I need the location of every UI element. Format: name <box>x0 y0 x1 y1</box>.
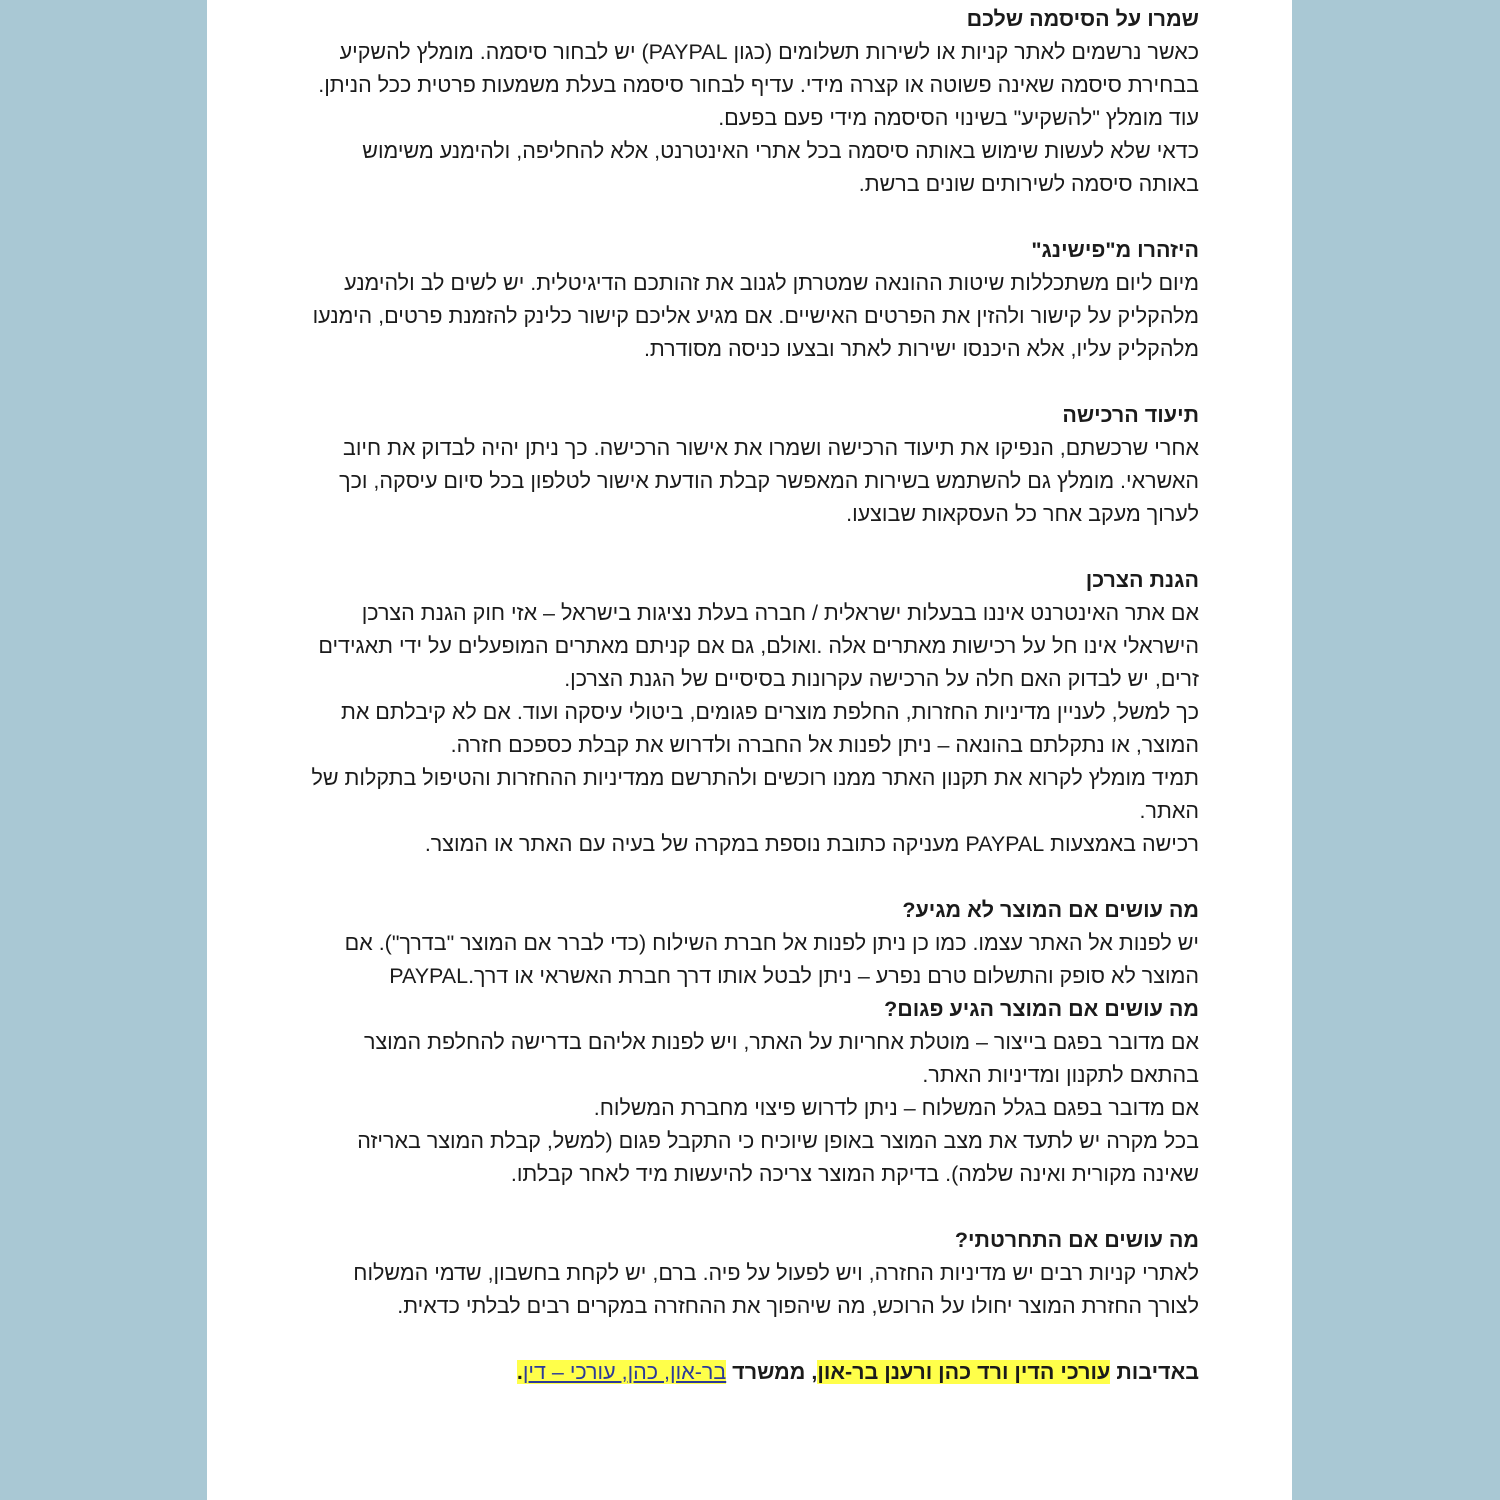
section-paragraph: אם אתר האינטרנט איננו בבעלות ישראלית / חברה בעלת נציגות בישראל – אזי חוק הגנת הצרכן הישראלי אינו חל על רכישות מאתרים אלה .ואולם, גם אם קניתם מאתרים המופעלים על ידי תאגידים זרים, יש לבדוק האם חלה על הרכישה עקרונות בסיסיים של הגנת הצרכן. <box>318 601 1199 691</box>
section-paragraph: לאתרי קניות רבים יש מדיניות החזרה, ויש לפעול על פיה. ברם, יש לקחת בחשבון, שדמי המשלוח לצורך החזרת המוצר יחולו על הרוכש, מה שיהפוך את ההחזרה במקרים רבים לבלתי כדאית. <box>353 1261 1199 1318</box>
section-paragraph: אם מדובר בפגם בייצור – מוטלת אחריות על האתר, ויש לפנות אליהם בדרישה להחלפת המוצר בהתאם לתקנון ומדיניות האתר. <box>363 1030 1199 1087</box>
footer-lawyers-highlight: עורכי הדין ורד כהן ורענן בר-און <box>817 1360 1111 1384</box>
firm-link[interactable]: בר-און, כהן, עורכי – דין <box>522 1360 727 1384</box>
section-paragraph: כאשר נרשמים לאתר קניות או לשירות תשלומים (כגון PAYPAL) יש לבחור סיסמה. מומלץ להשקיע בבחירת סיסמה שאינה פשוטה או קצרה מידי. עדיף לבחור סיסמה בעלת משמעות פרטית ככל הניתן. עוד מומלץ "להשקיע" בשינוי הסיסמה מידי פעם בפעם. <box>318 40 1199 130</box>
footer-prefix: באדיבות <box>1110 1360 1199 1384</box>
section-heading: שמרו על הסיסמה שלכם <box>966 7 1199 31</box>
section-paragraph: אם מדובר בפגם בגלל המשלוח – ניתן לדרוש פיצוי מחברת המשלוח. <box>593 1096 1199 1120</box>
section-purchase-record <box>297 399 1199 531</box>
section-password <box>297 3 1199 201</box>
section-product-defective <box>297 993 1199 1191</box>
section-consumer-protection <box>297 564 1199 861</box>
footer-suffix: . <box>516 1360 523 1384</box>
section-paragraph: אחרי שרכשתם, הנפיקו את תיעוד הרכישה ושמרו את אישור הרכישה. כך ניתן יהיה לבדוק את חיוב האשראי. מומלץ גם להשתמש בשירות המאפשר קבלת הודעת אישור לטלפון בכל סיום עיסקה, וכך לערוך מעקב אחר כל העסקאות שבוצעו. <box>339 436 1199 526</box>
section-regret <box>297 1224 1199 1323</box>
section-product-not-arrived <box>297 894 1199 993</box>
section-heading: היזהרו מ"פישינג" <box>1031 238 1199 262</box>
section-heading: מה עושים אם המוצר לא מגיע? <box>902 898 1199 922</box>
document-page <box>207 0 1292 1500</box>
section-paragraph: רכישה באמצעות PAYPAL מעניקה כתובת נוספת במקרה של בעיה עם האתר או המוצר. <box>424 832 1199 856</box>
section-paragraph: מיום ליום משתכללות שיטות ההונאה שמטרתן לגנוב את זהותכם הדיגיטלית. יש לשים לב ולהימנע מלהקליק על קישור ולהזין את הפרטים האישיים. אם מגיע אליכם קישור כלינק להזמנת פרטים, הימנעו מלהקליק עליו, אלא היכנסו ישירות לאתר ובצעו כניסה מסודרת. <box>312 271 1199 361</box>
section-heading: תיעוד הרכישה <box>1062 403 1199 427</box>
section-paragraph: יש לפנות אל האתר עצמו. כמו כן ניתן לפנות אל חברת השילוח (כדי לברר אם המוצר "בדרך"). אם המוצר לא סופק והתשלום טרם נפרע – ניתן לבטל אותו דרך חברת האשראי או דרך.PAYPAL <box>344 931 1199 988</box>
section-phishing <box>297 234 1199 366</box>
section-paragraph: בכל מקרה יש לתעד את מצב המוצר באופן שיוכיח כי התקבל פגום (למשל, קבלת המוצר באריזה שאינה מקורית ואינה שלמה). בדיקת המוצר צריכה להיעשות מיד לאחר קבלתו. <box>357 1129 1199 1186</box>
document-content <box>297 3 1199 1389</box>
section-heading: מה עושים אם המוצר הגיע פגום? <box>884 997 1199 1021</box>
section-heading: הגנת הצרכן <box>1085 568 1199 592</box>
section-paragraph: כדאי שלא לעשות שימוש באותה סיסמה בכל אתרי האינטרנט, אלא להחליפה, ולהימנע משימוש באותה סיסמה לשירותים שונים ברשת. <box>362 139 1199 196</box>
section-paragraph: כך למשל, לעניין מדיניות החזרות, החלפת מוצרים פגומים, ביטולי עיסקה ועוד. אם לא קיבלתם את המוצר, או נתקלתם בהונאה – ניתן לפנות אל החברה ולדרוש את קבלת כספכם חזרה. <box>340 700 1199 757</box>
footer-middle: , ממשרד <box>726 1360 818 1384</box>
courtesy-footer <box>297 1356 1199 1389</box>
section-paragraph: תמיד מומלץ לקרוא את תקנון האתר ממנו רוכשים ולהתרשם ממדיניות ההחזרות והטיפול בתקלות של האתר. <box>311 766 1199 823</box>
section-heading: מה עושים אם התחרטתי? <box>954 1228 1199 1252</box>
